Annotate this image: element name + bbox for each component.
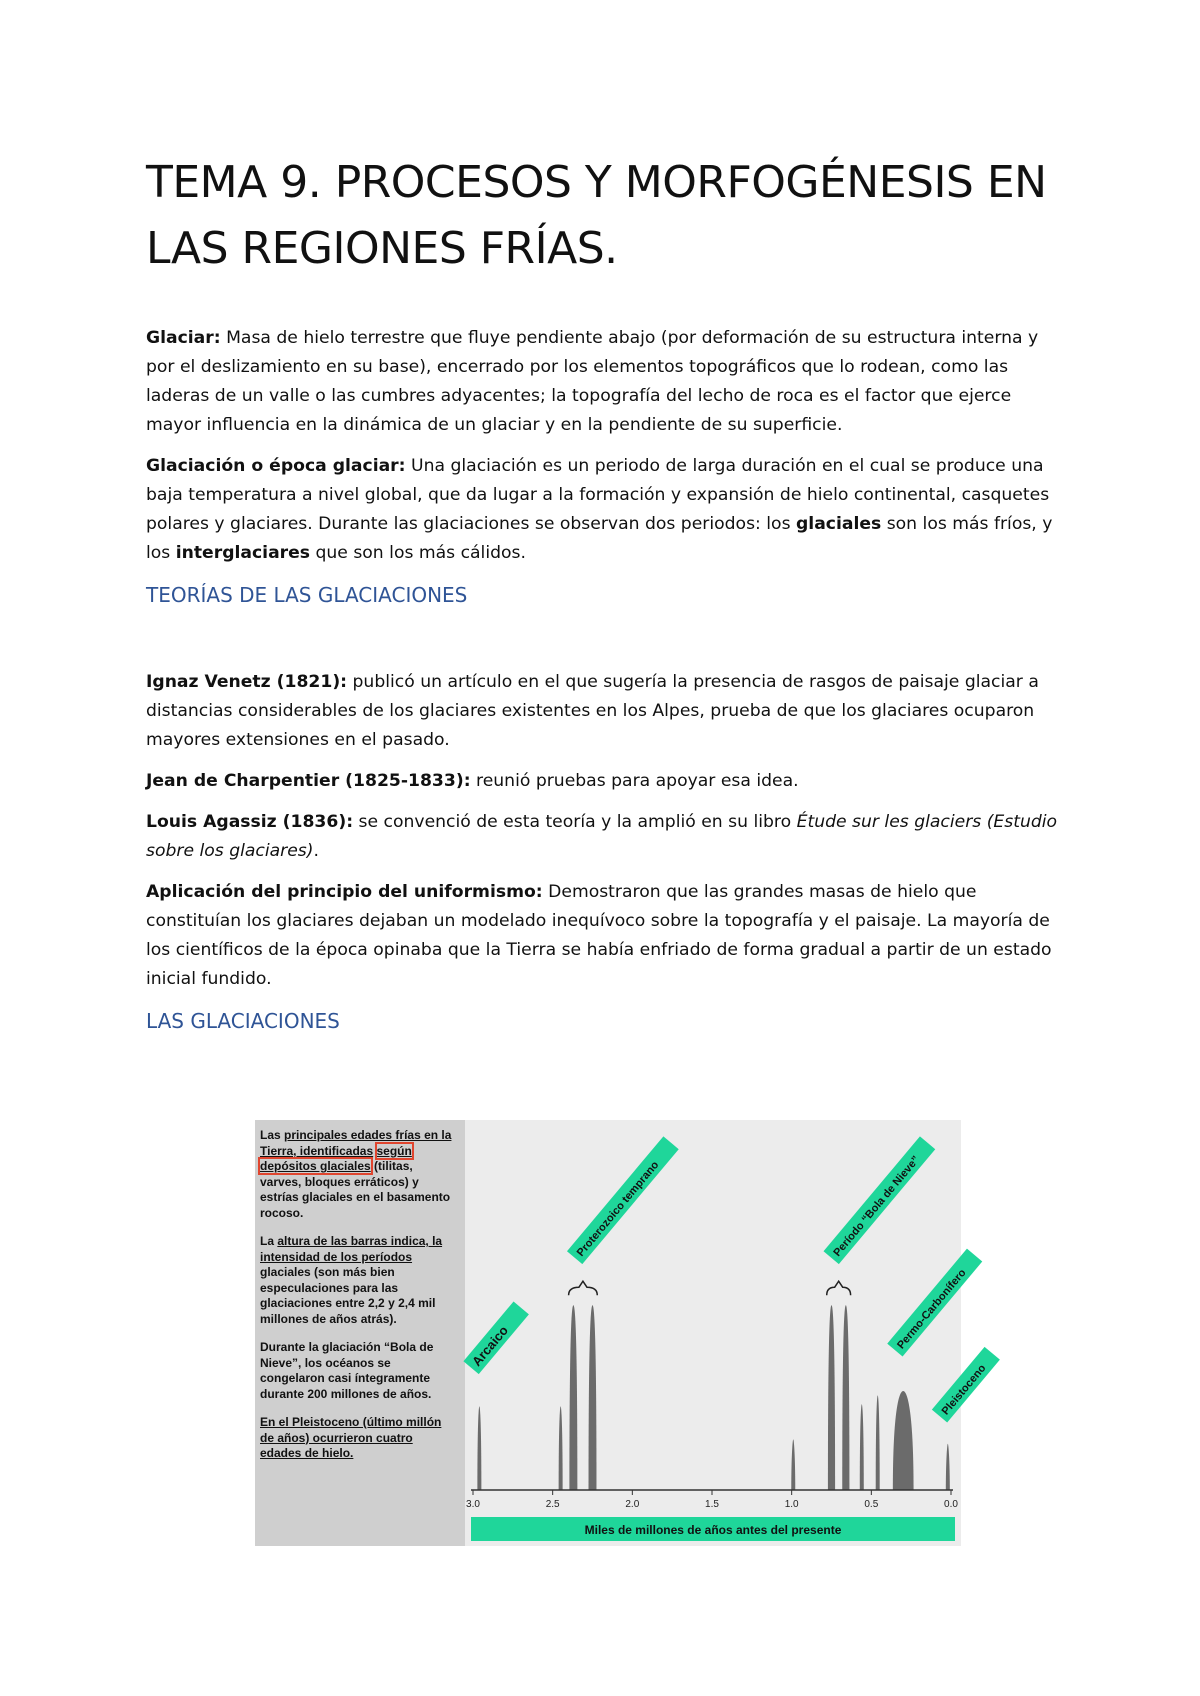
x-tick-label: 1.5 [705, 1499, 719, 1510]
paragraph-agassiz [146, 808, 1064, 866]
text-uniformismo: Demostraron que las grandes masas de hielo que constituían los glaciares dejaban un modelado inequívoco sobre la topografía y el paisaje. La mayoría de los científicos de la época opinaba que la Tierra se había enfriado de forma gradual a partir de un estado inicial fundido. [146, 882, 1052, 989]
year-agassiz: (1836): [276, 812, 354, 832]
figure-caption-panel [255, 1120, 465, 1546]
term-glaciacion: Glaciación o época glaciar: [146, 456, 406, 476]
period-label-text: Permo-Carbonífero [895, 1266, 969, 1352]
text-glaciacion-3: que son los más cálidos. [310, 543, 526, 563]
glaciation-spike [569, 1305, 577, 1490]
period-label-text: Proterozoico temprano [574, 1159, 662, 1259]
x-tick-label: 3.0 [466, 1499, 480, 1510]
x-tick-label: 2.0 [625, 1499, 640, 1510]
year-venetz: (1821): [270, 672, 348, 692]
glaciation-spike [477, 1406, 481, 1490]
chart-labels [463, 1136, 999, 1422]
text-glaciacion-2: son los más fríos, y los [146, 514, 1053, 563]
glaciations-chart-svg [465, 1120, 989, 1546]
period-label-text: Pleistoceno [939, 1362, 989, 1418]
text-glaciacion-1: Una glaciación es un periodo de larga duración en el cual se produce una baja temperatura a nivel global, que da lugar a la formación y expansión de hielo continental, casquetes polares y glaciares. Durante las glaciaciones se observan dos periodos: los [146, 456, 1050, 534]
glaciations-chart [465, 1120, 989, 1546]
glaciation-spike [946, 1444, 950, 1490]
section-heading-glaciaciones: LAS GLACIACIONES [146, 1009, 340, 1033]
glaciation-spike [791, 1439, 795, 1490]
caption-2-underlined: altura de las barras indica, la intensidad de los períodos [260, 1234, 443, 1264]
caption-1-underlined: principales edades frías en la Tierra, identificadas [260, 1128, 452, 1158]
term-venetz: Ignaz Venetz [146, 672, 271, 692]
paragraph-glaciar [146, 324, 1064, 440]
glaciation-spike [828, 1305, 835, 1490]
caption-paragraph-4: En el Pleistoceno (último millón de años) ocurrieron cuatro edades de hielo. [260, 1415, 442, 1460]
period-label-text: Arcaico [468, 1322, 512, 1369]
book-title: Étude sur les glaciers (Estudio sobre los glaciares) [146, 812, 1058, 861]
paragraph-charpentier [146, 767, 1064, 796]
glaciation-spike [876, 1395, 880, 1490]
text-glaciar: Masa de hielo terrestre que fluye pendiente abajo (por deformación de su estructura interna y por el deslizamiento en su base), encerrado por los elementos topográficos que lo rodean, como las laderas de un valle o las cumbres adyacentes; la topografía del lecho de roca es el factor que ejerce mayor influencia en la dinámica de un glaciar y en la pendiente de su superficie. [146, 328, 1039, 435]
caption-1-boxed: según depósitos glaciales [260, 1143, 412, 1173]
text-agassiz-end: . [313, 841, 319, 861]
caption-1-a: Las [260, 1128, 285, 1142]
period-label [932, 1347, 1000, 1423]
caption-paragraph-1 [260, 1128, 456, 1221]
period-label [567, 1136, 679, 1264]
x-tick-label: 0.0 [944, 1499, 958, 1510]
x-tick-label: 0.5 [864, 1499, 879, 1510]
section-heading-teorias: TEORÍAS DE LAS GLACIACIONES [146, 583, 468, 607]
chart-axis [466, 1490, 958, 1510]
term-glaciar: Glaciar: [146, 328, 221, 348]
grouping-brace [569, 1281, 598, 1295]
period-label [824, 1136, 936, 1264]
x-tick-label: 1.0 [784, 1499, 799, 1510]
paragraph-venetz [146, 668, 1064, 755]
bold-interglaciares: interglaciares [175, 543, 311, 563]
caption-paragraph-2 [260, 1234, 456, 1327]
x-axis-label: Miles de millones de años antes del presente [584, 1523, 842, 1537]
page-title: TEMA 9. PROCESOS Y MORFOGÉNESIS EN LAS REGIONES FRÍAS. [146, 157, 1047, 274]
chart-spikes [477, 1305, 949, 1490]
glaciation-spike [842, 1305, 849, 1490]
paragraph-glaciacion [146, 452, 1064, 568]
period-label-text: Período “Bola de Nieve” [831, 1153, 923, 1259]
caption-1-b: (tilitas, varves, bloques erráticos) y estrías glaciales en el basamento rocoso. [260, 1159, 451, 1220]
caption-2-b: glaciales (son más bien especulaciones para las glaciaciones entre 2,2 y 2,4 mil millones de años atrás). [260, 1265, 436, 1326]
text-venetz: publicó un artículo en el que sugería la presencia de rasgos de paisaje glaciar a distancias considerables de los glaciares existentes en los Alpes, prueba de que los glaciares ocuparon mayores extensiones en el pasado. [146, 672, 1039, 750]
term-uniformismo: Aplicación del principio del uniformismo: [146, 882, 543, 902]
grouping-brace [827, 1281, 851, 1295]
term-agassiz: Louis Agassiz [146, 812, 277, 832]
caption-2-a: La [260, 1234, 278, 1248]
glaciations-figure [255, 1120, 989, 1546]
document-body [146, 150, 1064, 1076]
glaciation-spike [559, 1406, 563, 1490]
term-charpentier: Jean de Charpentier [146, 771, 340, 791]
glaciation-spike [860, 1404, 864, 1490]
chart-braces [569, 1281, 851, 1295]
glaciation-spike [893, 1391, 914, 1490]
text-charpentier: reunió pruebas para apoyar esa idea. [470, 771, 799, 791]
bold-glaciales: glaciales [796, 514, 882, 534]
text-agassiz: se convenció de esta teoría y la amplió en su libro [353, 812, 797, 832]
figure-caption [260, 1128, 456, 1475]
caption-paragraph-3: Durante la glaciación “Bola de Nieve”, los océanos se congelaron casi íntegramente durante 200 millones de años. [260, 1340, 434, 1401]
x-tick-label: 2.5 [545, 1499, 560, 1510]
glaciation-spike [589, 1305, 597, 1490]
year-charpentier: (1825-1833): [339, 771, 471, 791]
caption-1-space [373, 1144, 376, 1158]
period-label [463, 1301, 528, 1374]
paragraph-uniformismo [146, 878, 1064, 994]
period-label [887, 1249, 982, 1357]
